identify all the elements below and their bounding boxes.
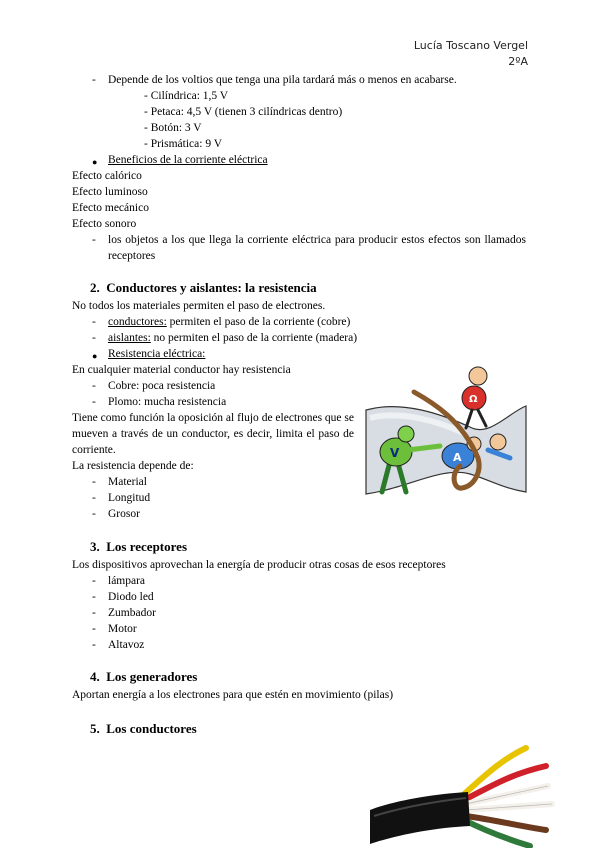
dash-bullet: - bbox=[92, 607, 96, 619]
factor-item: Grosor bbox=[108, 508, 140, 520]
section-heading: 4. Los generadores bbox=[90, 669, 198, 684]
resistance-line: En cualquier material conductor hay resistencia bbox=[72, 364, 291, 376]
factor-item: Material bbox=[108, 476, 147, 488]
battery-item: - Petaca: 4,5 V (tienen 3 cilíndricas dentro) bbox=[144, 106, 343, 118]
conductores-text: permiten el paso de la corriente (cobre) bbox=[166, 316, 351, 328]
dash-bullet: - bbox=[92, 234, 96, 246]
receptor-item: Diodo led bbox=[108, 591, 154, 603]
dash-bullet: - bbox=[92, 476, 96, 488]
cable-illustration bbox=[370, 740, 570, 848]
ohms-law-illustration bbox=[362, 362, 530, 510]
svg-text:V: V bbox=[390, 446, 400, 460]
section-heading: 2. Conductores y aislantes: la resistencia bbox=[90, 280, 317, 295]
aislantes-text: no permiten el paso de la corriente (madera) bbox=[150, 332, 358, 344]
depends-text: La resistencia depende de: bbox=[72, 460, 194, 472]
effect-item: Efecto sonoro bbox=[72, 218, 137, 230]
receptor-item: Zumbador bbox=[108, 607, 156, 619]
header-author: Lucía Toscano Vergel bbox=[413, 39, 528, 52]
function-paragraph: Tiene como función la oposición al flujo de electrones que se mueven a través de un conductor, es decir, limita el paso de corriente. bbox=[72, 412, 354, 456]
receptor-item: Motor bbox=[108, 623, 137, 635]
section4-text: Aportan energía a los electrones para que estén en movimiento (pilas) bbox=[72, 689, 394, 701]
receptor-item: Altavoz bbox=[108, 639, 145, 651]
svg-text:A: A bbox=[453, 451, 462, 464]
plomo-text: Plomo: mucha resistencia bbox=[108, 396, 227, 408]
dash-bullet: - bbox=[92, 492, 96, 504]
dash-bullet: - bbox=[92, 316, 96, 328]
dash-bullet: - bbox=[92, 623, 96, 635]
dash-bullet: - bbox=[92, 639, 96, 651]
ohm-figure bbox=[462, 367, 487, 428]
dash-bullet: - bbox=[92, 575, 96, 587]
duration-text: Depende de los voltios que tenga una pila tardará más o menos en acabarse. bbox=[108, 74, 457, 86]
section-heading: 5. Los conductores bbox=[90, 721, 197, 736]
resistencia-title: Resistencia eléctrica: bbox=[108, 348, 206, 360]
factor-item: Longitud bbox=[108, 492, 151, 504]
section2-intro: No todos los materiales permiten el paso de electrones. bbox=[72, 300, 326, 312]
effect-item: Efecto mecánico bbox=[72, 202, 149, 214]
receptor-item: lámpara bbox=[108, 575, 146, 587]
dash-bullet: - bbox=[92, 508, 96, 520]
battery-item: - Botón: 3 V bbox=[144, 122, 202, 134]
receptors-note: los objetos a los que llega la corriente eléctrica para producir estos efectos son llamados receptores bbox=[108, 234, 526, 262]
battery-item: - Cilíndrica: 1,5 V bbox=[144, 90, 229, 102]
dash-bullet: - bbox=[92, 74, 96, 86]
battery-item: - Prismática: 9 V bbox=[144, 138, 223, 150]
svg-text:Ω: Ω bbox=[469, 394, 478, 405]
dash-bullet: - bbox=[92, 332, 96, 344]
effect-item: Efecto luminoso bbox=[72, 186, 148, 198]
conductores-term: conductores: bbox=[108, 316, 167, 328]
dash-bullet: - bbox=[92, 380, 96, 392]
dash-bullet: - bbox=[92, 591, 96, 603]
aislantes-term: aislantes: bbox=[108, 332, 151, 344]
dot-bullet: ● bbox=[92, 157, 98, 167]
cobre-text: Cobre: poca resistencia bbox=[108, 380, 216, 392]
section3-intro: Los dispositivos aprovechan la energía de producir otras cosas de esos receptores bbox=[72, 559, 446, 571]
effect-item: Efecto calórico bbox=[72, 170, 142, 182]
dot-bullet: ● bbox=[92, 351, 98, 361]
section-heading: 3. Los receptores bbox=[90, 539, 187, 554]
header-grade: 2ºA bbox=[508, 55, 528, 68]
benefits-title: Beneficios de la corriente eléctrica bbox=[108, 154, 268, 166]
dash-bullet: - bbox=[92, 396, 96, 408]
